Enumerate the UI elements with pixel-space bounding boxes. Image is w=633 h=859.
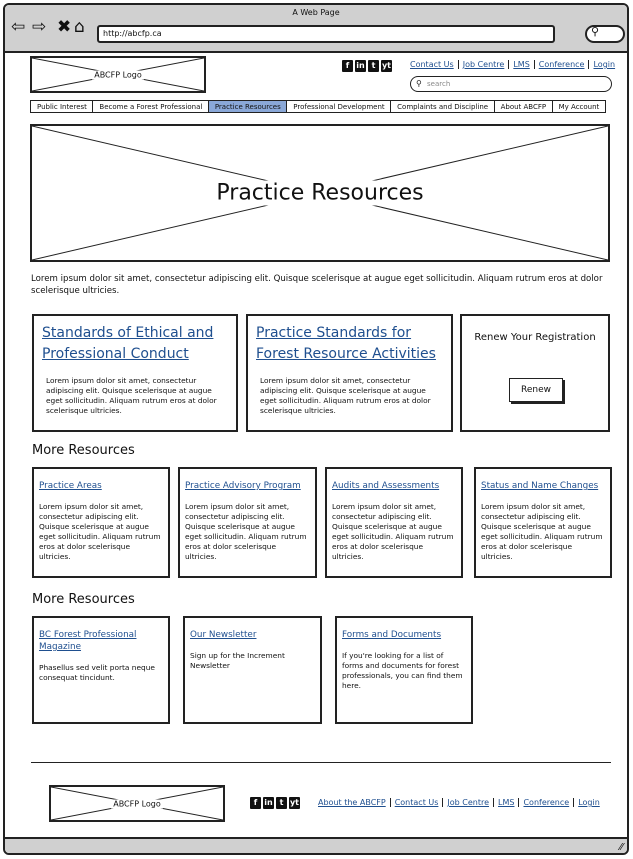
nav-about-abcfp[interactable]: About ABCFP bbox=[494, 100, 554, 113]
footer-divider bbox=[31, 762, 611, 763]
link-job-centre[interactable]: Job Centre bbox=[459, 60, 510, 69]
renew-card bbox=[460, 314, 610, 432]
resource-card[interactable] bbox=[32, 616, 170, 724]
footer-link-login[interactable]: Login bbox=[578, 798, 600, 807]
footer-link-conference[interactable]: Conference bbox=[519, 798, 574, 807]
card-body: Lorem ipsum dolor sit amet, consectetur adipiscing elit. Quisque scelerisque at augue eget sollicitudin. Aliquam rutrum eros at dolor scelerisque ultricies. bbox=[46, 376, 217, 415]
youtube-icon[interactable]: yt bbox=[289, 798, 300, 807]
logo-label: ABCFP Logo bbox=[113, 799, 161, 808]
card-title[interactable]: BC Forest Professional Magazine bbox=[39, 630, 137, 652]
card-title[interactable]: Standards of Ethical and Professional Conduct bbox=[42, 325, 214, 362]
close-icon[interactable]: ✖ bbox=[57, 17, 72, 37]
resize-handle-icon[interactable]: ⁄⁄ bbox=[619, 842, 623, 853]
resource-card[interactable] bbox=[183, 616, 322, 724]
main-nav bbox=[30, 100, 610, 113]
footer-link-lms[interactable]: LMS bbox=[494, 798, 519, 807]
card-body: Sign up for the Increment Newsletter bbox=[190, 651, 285, 670]
link-conference[interactable]: Conference bbox=[535, 60, 590, 69]
card-title[interactable]: Practice Advisory Program bbox=[185, 481, 301, 491]
window-title: A Web Page bbox=[292, 8, 340, 17]
card-body: If you're looking for a list of forms and documents for forest professionals, you can find them here. bbox=[342, 651, 463, 690]
card-body: Lorem ipsum dolor sit amet, consectetur adipiscing elit. Quisque scelerisque at augue eget sollicitudin. Aliquam rutrum eros at dolor scelerisque ultricies. bbox=[185, 502, 307, 561]
social-icons bbox=[342, 60, 392, 72]
footer-link-about[interactable]: About the ABCFP bbox=[314, 798, 391, 807]
section-heading: More Resources bbox=[32, 592, 135, 607]
facebook-icon[interactable]: f bbox=[342, 60, 353, 72]
hero-banner bbox=[30, 124, 610, 262]
nav-public-interest[interactable]: Public Interest bbox=[30, 100, 94, 113]
page-title: Practice Resources bbox=[213, 181, 426, 206]
card-title[interactable]: Practice Areas bbox=[39, 481, 102, 491]
card-title[interactable]: Practice Standards for Forest Resource Activities bbox=[256, 325, 436, 362]
footer-link-job-centre[interactable]: Job Centre bbox=[443, 798, 494, 807]
twitter-icon[interactable]: t bbox=[368, 60, 379, 72]
card-title[interactable]: Our Newsletter bbox=[190, 630, 257, 640]
back-icon[interactable]: ⇦ bbox=[11, 17, 26, 37]
home-icon[interactable]: ⌂ bbox=[74, 17, 85, 37]
nav-practice-resources[interactable]: Practice Resources bbox=[208, 100, 288, 113]
intro-text: Lorem ipsum dolor sit amet, consectetur adipiscing elit. Quisque scelerisque at augue eget sollicitudin. Aliquam rutrum eros at dolor scelerisque ultricies. bbox=[31, 274, 603, 296]
search-placeholder: search bbox=[427, 80, 451, 88]
top-links bbox=[406, 60, 619, 69]
renew-button[interactable]: Renew bbox=[509, 378, 563, 402]
site-search-input[interactable] bbox=[410, 76, 612, 92]
resource-card[interactable] bbox=[335, 616, 473, 724]
nav-become-forest-professional[interactable]: Become a Forest Professional bbox=[92, 100, 209, 113]
footer-links bbox=[314, 798, 604, 807]
address-bar[interactable]: http://abcfp.ca bbox=[97, 25, 555, 43]
card-body: Lorem ipsum dolor sit amet, consectetur adipiscing elit. Quisque scelerisque at augue eget sollicitudin. Aliquam rutrum eros at dolor scelerisque ultricies. bbox=[332, 502, 454, 561]
resource-card[interactable] bbox=[474, 467, 612, 578]
resource-card[interactable] bbox=[178, 467, 317, 578]
browser-toolbar bbox=[5, 5, 627, 53]
nav-complaints-discipline[interactable]: Complaints and Discipline bbox=[390, 100, 495, 113]
card-body: Lorem ipsum dolor sit amet, consectetur adipiscing elit. Quisque scelerisque at augue eget sollicitudin. Aliquam rutrum eros at dolor scelerisque ultricies. bbox=[481, 502, 603, 561]
link-login[interactable]: Login bbox=[593, 60, 616, 69]
resource-card[interactable] bbox=[32, 467, 170, 578]
nav-professional-development[interactable]: Professional Development bbox=[286, 100, 391, 113]
linkedin-icon[interactable]: in bbox=[264, 798, 273, 807]
browser-window bbox=[3, 3, 629, 855]
card-title[interactable]: Forms and Documents bbox=[342, 630, 442, 640]
card-body: Phasellus sed velit porta neque consequat tincidunt. bbox=[39, 663, 155, 682]
resource-card[interactable] bbox=[325, 467, 463, 578]
status-bar bbox=[5, 837, 627, 853]
forward-icon[interactable]: ⇨ bbox=[32, 17, 47, 37]
linkedin-icon[interactable]: in bbox=[356, 61, 365, 70]
browser-search[interactable] bbox=[585, 25, 625, 43]
footer-logo[interactable] bbox=[49, 785, 225, 822]
card-title[interactable]: Audits and Assessments bbox=[332, 481, 440, 491]
card-title[interactable]: Status and Name Changes bbox=[481, 481, 599, 491]
facebook-icon[interactable]: f bbox=[250, 797, 261, 809]
footer-link-contact-us[interactable]: Contact Us bbox=[391, 798, 444, 807]
nav-my-account[interactable]: My Account bbox=[552, 100, 607, 113]
footer-social-icons bbox=[250, 797, 300, 809]
feature-card[interactable] bbox=[32, 314, 238, 432]
logo-label: ABCFP Logo bbox=[94, 70, 142, 79]
renew-title: Renew Your Registration bbox=[474, 332, 596, 343]
card-body: Lorem ipsum dolor sit amet, consectetur adipiscing elit. Quisque scelerisque at augue eget sollicitudin. Aliquam rutrum eros at dolor scelerisque ultricies. bbox=[260, 376, 431, 415]
link-lms[interactable]: LMS bbox=[509, 60, 534, 69]
twitter-icon[interactable]: t bbox=[276, 797, 287, 809]
card-body: Lorem ipsum dolor sit amet, consectetur adipiscing elit. Quisque scelerisque at augue eget sollicitudin. Aliquam rutrum eros at dolor scelerisque ultricies. bbox=[39, 502, 161, 561]
youtube-icon[interactable]: yt bbox=[381, 61, 392, 70]
search-icon: ⚲ bbox=[416, 79, 422, 88]
feature-card[interactable] bbox=[246, 314, 453, 432]
link-contact-us[interactable]: Contact Us bbox=[406, 60, 459, 69]
section-heading: More Resources bbox=[32, 443, 135, 458]
site-logo[interactable] bbox=[30, 56, 206, 93]
search-icon: ⚲ bbox=[591, 25, 600, 38]
